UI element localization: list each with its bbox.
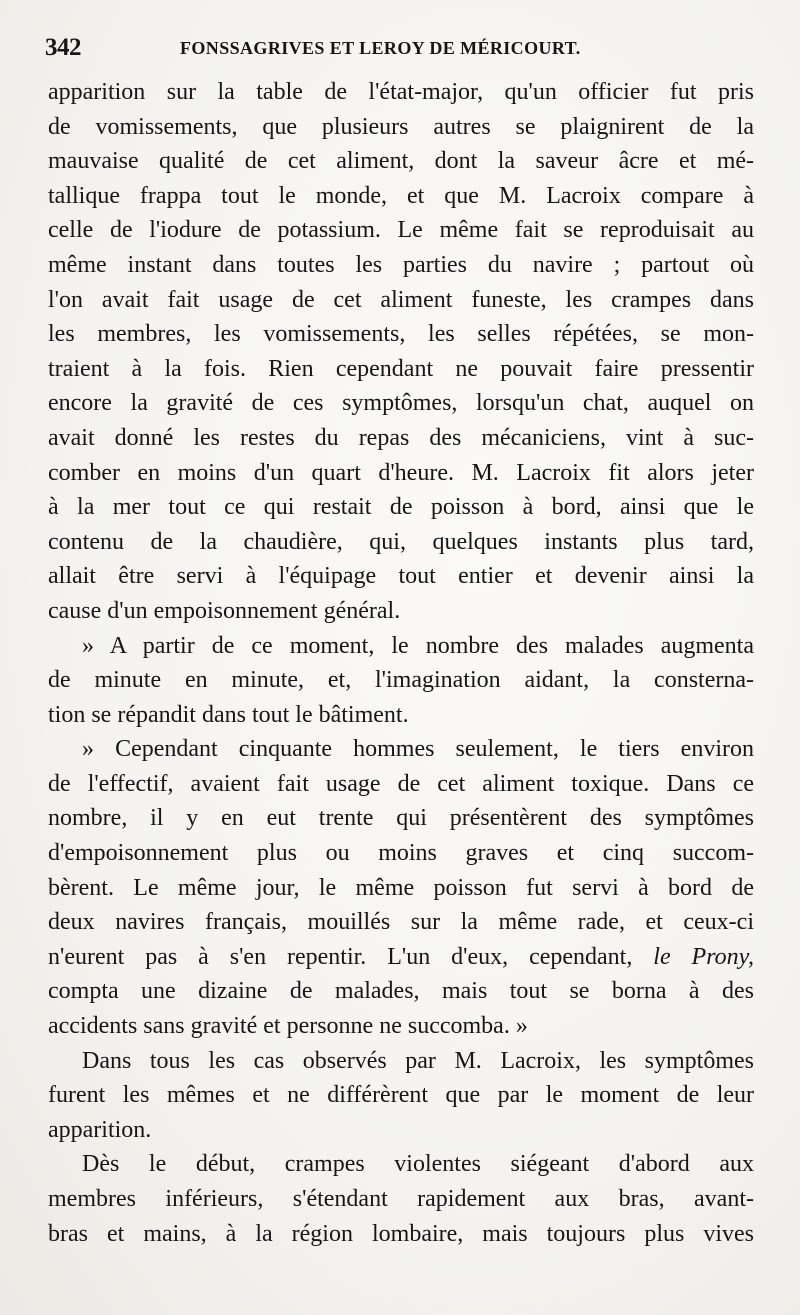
paragraph bbox=[48, 75, 754, 629]
text-line: tallique frappa tout le monde, et que M. Lacroix compare à bbox=[48, 182, 754, 209]
text-line: avait donné les restes du repas des mécaniciens, vint à suc- bbox=[48, 424, 754, 451]
paragraph bbox=[48, 629, 754, 733]
text-line: comber en moins d'un quart d'heure. M. Lacroix fit alors jeter bbox=[48, 459, 754, 486]
text-line: Dès le début, crampes violentes siégeant d'abord aux bbox=[82, 1151, 754, 1178]
text-line: deux navires français, mouillés sur la même rade, et ceux-ci bbox=[48, 909, 754, 936]
paragraph bbox=[48, 1044, 754, 1148]
page-header bbox=[45, 34, 757, 66]
text-line: de vomissements, que plusieurs autres se plaignirent de la bbox=[48, 113, 754, 140]
running-title: FONSSAGRIVES ET LEROY DE MÉRICOURT. bbox=[180, 38, 581, 58]
text-line: bras et mains, à la région lombaire, mais toujours plus vives bbox=[48, 1220, 754, 1247]
text-line: nombre, il y en eut trente qui présentèrent des symptômes bbox=[48, 805, 754, 832]
text-line: mauvaise qualité de cet aliment, dont la saveur âcre et mé- bbox=[48, 148, 754, 175]
text-line: même instant dans toutes les parties du navire ; partout où bbox=[48, 251, 754, 278]
body-text bbox=[48, 75, 754, 1251]
text-line: compta une dizaine de malades, mais tout se borna à des bbox=[48, 978, 754, 1005]
text-line: encore la gravité de ces symptômes, lorsqu'un chat, auquel on bbox=[48, 390, 754, 417]
text-line: contenu de la chaudière, qui, quelques instants plus tard, bbox=[48, 528, 754, 555]
text-line: d'empoisonnement plus ou moins graves et cinq succom- bbox=[48, 840, 754, 867]
text-fragment: n'eurent pas à s'en repentir. L'un d'eux, cependant, bbox=[48, 943, 633, 970]
text-line: apparition. bbox=[48, 1116, 152, 1143]
text-line: traient à la fois. Rien cependant ne pouvait faire pressentir bbox=[48, 355, 754, 382]
text-line: » A partir de ce moment, le nombre des malades augmenta bbox=[82, 632, 754, 659]
text-line: celle de l'iodure de potassium. Le même fait se reproduisait au bbox=[48, 217, 754, 244]
paragraph bbox=[48, 1147, 754, 1251]
text-line: apparition sur la table de l'état-major, qu'un officier fut pris bbox=[48, 79, 754, 105]
text-line: bèrent. Le même jour, le même poisson fut servi à bord de bbox=[48, 874, 754, 901]
text-line: tion se répandit dans tout le bâtiment. bbox=[48, 701, 409, 728]
paragraph bbox=[48, 732, 754, 1043]
text-line: accidents sans gravité et personne ne succomba. » bbox=[48, 1013, 528, 1040]
text-line: furent les mêmes et ne différèrent que par le moment de leur bbox=[48, 1082, 754, 1109]
ship-name-italic: le Prony, bbox=[653, 943, 754, 970]
text-line: Dans tous les cas observés par M. Lacroix, les symptômes bbox=[82, 1047, 754, 1074]
text-line: l'on avait fait usage de cet aliment funeste, les crampes dans bbox=[48, 286, 754, 313]
text-line: membres inférieurs, s'étendant rapidement aux bras, avant- bbox=[48, 1186, 754, 1212]
text-line: de l'effectif, avaient fait usage de cet aliment toxique. Dans ce bbox=[48, 770, 754, 797]
page-number: 342 bbox=[45, 34, 81, 61]
text-line: les membres, les vomissements, les selles répétées, se mon- bbox=[48, 321, 754, 348]
text-line: à la mer tout ce qui restait de poisson à bord, ainsi que le bbox=[48, 494, 754, 521]
text-line: cause d'un empoisonnement général. bbox=[48, 597, 401, 624]
text-line-with-italic bbox=[48, 940, 754, 975]
text-line: allait être servi à l'équipage tout entier et devenir ainsi la bbox=[48, 563, 754, 590]
text-line: » Cependant cinquante hommes seulement, le tiers environ bbox=[82, 736, 754, 763]
text-line: de minute en minute, et, l'imagination aidant, la consterna- bbox=[48, 667, 754, 694]
